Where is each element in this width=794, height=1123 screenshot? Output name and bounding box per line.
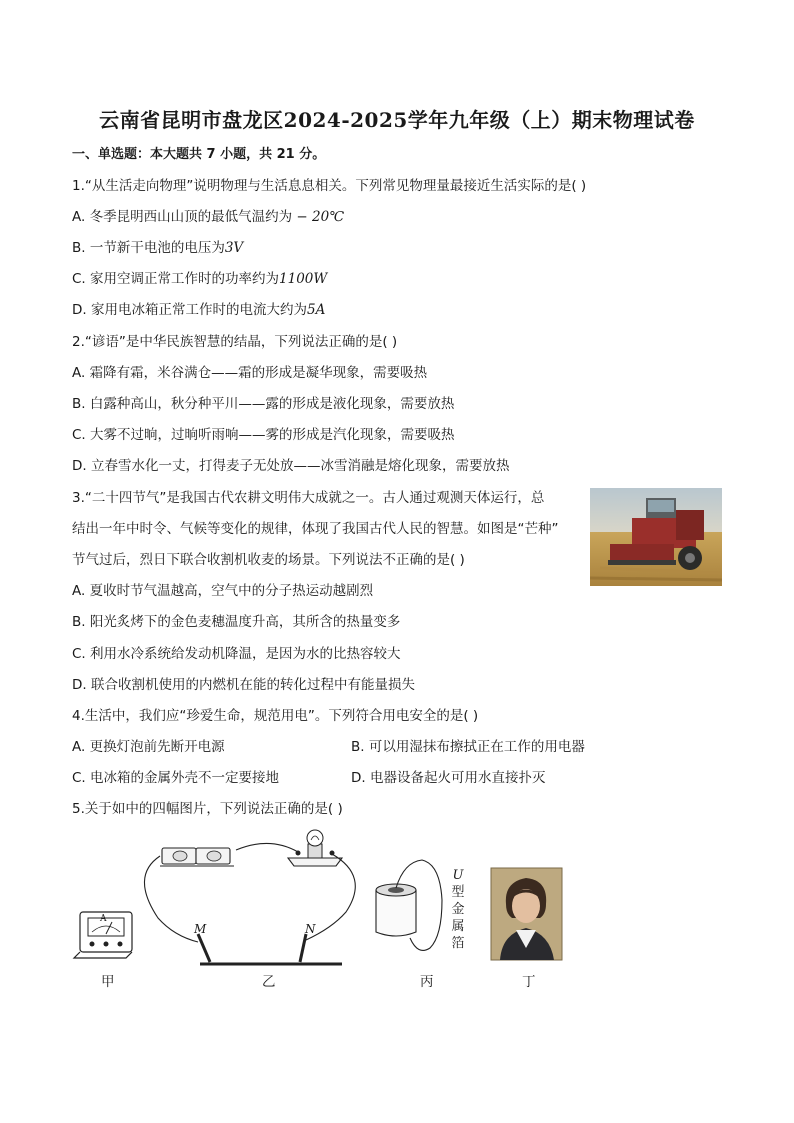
foil-u: U [452, 868, 464, 883]
q1-option-a[interactable] [72, 208, 344, 226]
q1-option-d[interactable] [72, 301, 325, 319]
option-text: D. 家用电冰箱正常工作时的电流大约为 [72, 302, 307, 318]
section-heading: 一、单选题：本大题共 7 小题，共 21 分。 [72, 147, 326, 162]
foil-char-1: 型 [451, 885, 465, 900]
electroscope-can [376, 860, 442, 950]
q3-option-b[interactable]: B. 阳光炙烤下的金色麦穗温度升高，其所含的热量变多 [72, 614, 401, 630]
figure-label-yi: 乙 [262, 974, 276, 990]
circuit-diagram [144, 830, 355, 964]
option-math: 5A [306, 302, 326, 318]
point-m-label: M [194, 922, 207, 936]
q4-option-c[interactable]: C. 电冰箱的金属外壳不一定要接地 [72, 770, 280, 786]
q1-option-b[interactable] [72, 239, 243, 257]
figure-label-bing: 丙 [420, 974, 434, 990]
question-4-stem: 4.生活中，我们应“珍爱生命，规范用电”。下列符合用电安全的是( ) [72, 708, 479, 724]
question-1-stem: 1.“从生活走向物理”说明物理与生活息息相关。下列常见物理量最接近生活实际的是( ) [72, 178, 587, 194]
q3-option-c[interactable]: C. 利用水冷系统给发动机降温，是因为水的比热容较大 [72, 646, 401, 662]
question-5-figures [70, 826, 590, 996]
option-math: − 20℃ [296, 209, 345, 225]
foil-char-4: 箔 [451, 936, 465, 951]
question-3-stem-line-3: 节气过后，烈日下联合收割机收麦的场景。下列说法不正确的是( ) [72, 552, 465, 568]
option-text: B. 一节新干电池的电压为 [72, 240, 225, 256]
question-2-stem: 2.“谚语”是中华民族智慧的结晶，下列说法正确的是( ) [72, 334, 398, 350]
q2-option-b[interactable]: B. 白露种高山，秋分种平川——露的形成是液化现象，需要放热 [72, 396, 455, 412]
point-n-label: N [305, 922, 316, 936]
question-3-stem-line-2: 结出一年中时令、气候等变化的规律，体现了我国古代人民的智慧。如图是“芒种” [72, 521, 559, 537]
figure-label-ding: 丁 [522, 974, 536, 990]
exam-title: 云南省昆明市盘龙区2024-2025学年九年级（上）期末物理试卷 [99, 108, 695, 132]
q4-option-b[interactable]: B. 可以用湿抹布擦拭正在工作的用电器 [351, 739, 585, 755]
question-3-stem-line-1: 3.“二十四节气”是我国古代农耕文明伟大成就之一。古人通过观测天体运行，总 [72, 490, 545, 506]
option-math: 3V [224, 240, 244, 256]
figure-label-jia: 甲 [101, 974, 115, 990]
scientist-portrait [491, 868, 562, 960]
question-5-stem: 5.关于如中的四幅图片，下列说法正确的是( ) [72, 801, 343, 817]
q4-option-d[interactable]: D. 电器设备起火可用水直接扑灭 [351, 770, 546, 786]
foil-char-2: 金 [451, 902, 465, 917]
q3-option-d[interactable]: D. 联合收割机使用的内燃机在能的转化过程中有能量损失 [72, 677, 415, 693]
q3-option-a[interactable]: A. 夏收时节气温越高，空气中的分子热运动越剧烈 [72, 583, 374, 599]
foil-char-3: 属 [451, 919, 465, 934]
combine-harvester-photo [590, 488, 722, 586]
q1-option-c[interactable] [72, 270, 327, 288]
option-math: 1100W [279, 271, 328, 287]
q2-option-d[interactable]: D. 立春雪水化一丈，打得麦子无处放——冰雪消融是熔化现象，需要放热 [72, 458, 510, 474]
ammeter-letter: A [100, 914, 107, 924]
q2-option-a[interactable]: A. 霜降有霜，米谷满仓——霜的形成是凝华现象，需要吸热 [72, 365, 428, 381]
q2-option-c[interactable]: C. 大雾不过晌，过晌听雨响——雾的形成是汽化现象，需要吸热 [72, 427, 455, 443]
q4-option-a[interactable]: A. 更换灯泡前先断开电源 [72, 739, 225, 755]
option-text: A. 冬季昆明西山山顶的最低气温约为 [72, 209, 297, 225]
option-text: C. 家用空调正常工作时的功率约为 [72, 271, 280, 287]
